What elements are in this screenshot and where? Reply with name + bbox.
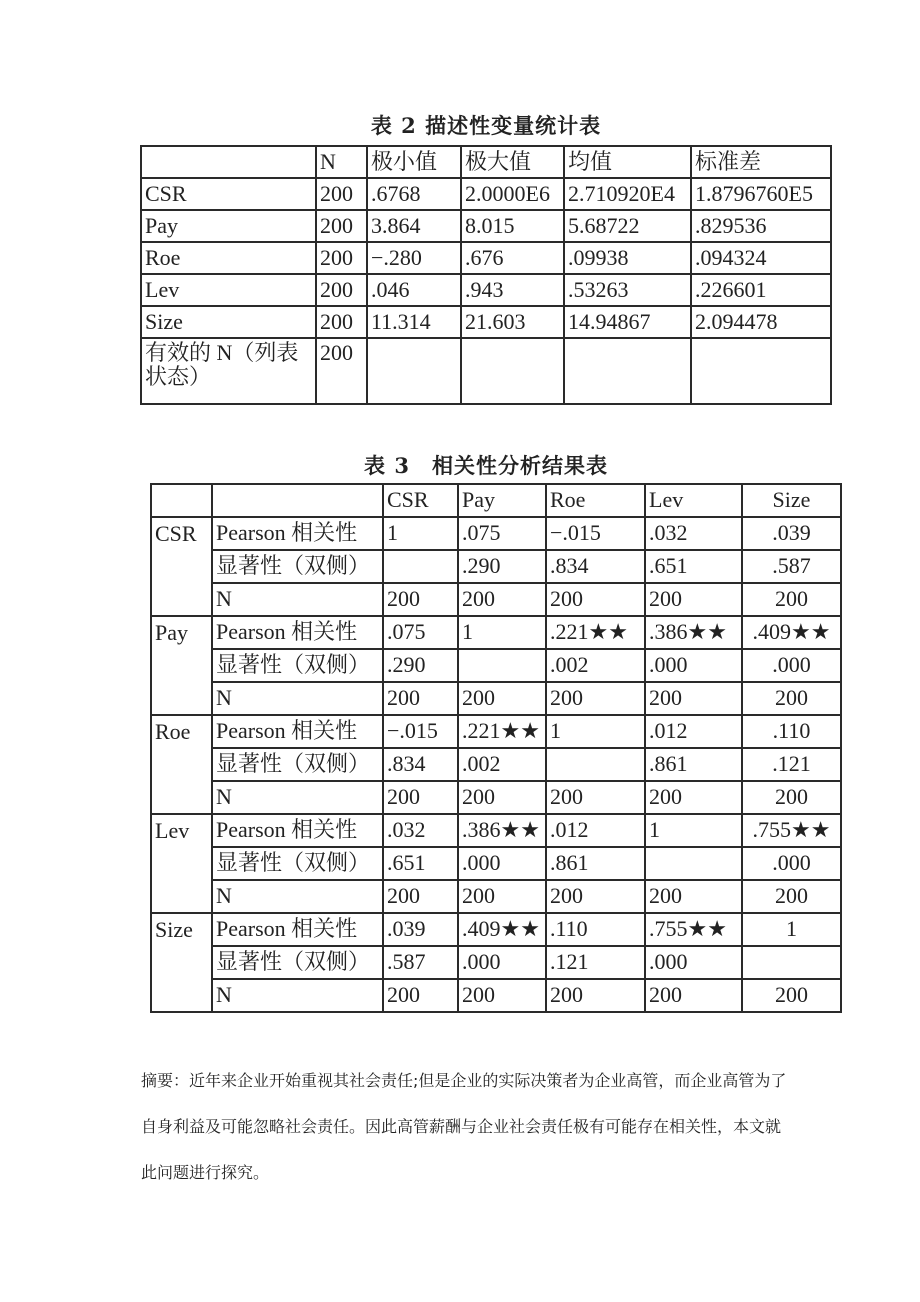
table2-cell: 11.314 xyxy=(367,306,461,338)
table3-cell: 200 xyxy=(458,583,546,616)
table2-cell: 21.603 xyxy=(461,306,564,338)
table2-cell: −.280 xyxy=(367,242,461,274)
table3-header-row xyxy=(151,484,841,517)
table2-cell: .943 xyxy=(461,274,564,306)
table3-cell xyxy=(458,649,546,682)
table3-cell: 200 xyxy=(546,583,645,616)
table3-row xyxy=(151,913,841,946)
table3-row xyxy=(151,517,841,550)
table3-cell xyxy=(742,946,841,979)
table3-cell: 200 xyxy=(383,781,458,814)
table3-cell: 1 xyxy=(383,517,458,550)
table3-cell: .587 xyxy=(742,550,841,583)
table2-cell xyxy=(564,338,691,404)
table3-cell: 200 xyxy=(458,781,546,814)
table3-row xyxy=(151,847,841,880)
correlation-table xyxy=(150,483,842,1013)
table3-stat-label: Pearson 相关性 xyxy=(212,517,383,550)
table3-stat-label: 显著性（双侧） xyxy=(212,946,383,979)
table3-stat-label: 显著性（双侧） xyxy=(212,748,383,781)
table3-cell: .121 xyxy=(742,748,841,781)
table2-title: 表 2 描述性变量统计表 xyxy=(370,113,602,138)
table2-row-label: CSR xyxy=(141,178,316,210)
table2-cell: .094324 xyxy=(691,242,831,274)
table3-cell: .032 xyxy=(645,517,742,550)
table2-cell xyxy=(461,338,564,404)
table3-cell: 200 xyxy=(546,781,645,814)
table3-cell: 200 xyxy=(645,880,742,913)
table2-header-cell xyxy=(141,146,316,178)
table2-row-label: Lev xyxy=(141,274,316,306)
table3-cell: .290 xyxy=(458,550,546,583)
table2-cell: 2.710920E4 xyxy=(564,178,691,210)
table3-stat-label: Pearson 相关性 xyxy=(212,913,383,946)
table3-cell: 200 xyxy=(645,583,742,616)
table3-cell: .386★★ xyxy=(645,616,742,649)
table3-cell: .075 xyxy=(383,616,458,649)
table3-header-cell: Lev xyxy=(645,484,742,517)
table2-row-label: 有效的 N（列表状态） xyxy=(141,338,316,404)
table2-row-label: Roe xyxy=(141,242,316,274)
table3-row xyxy=(151,781,841,814)
table2-header-cell: 标准差 xyxy=(691,146,831,178)
table3-row xyxy=(151,814,841,847)
table2-cell: 2.094478 xyxy=(691,306,831,338)
table2-cell: 2.0000E6 xyxy=(461,178,564,210)
table3-stat-label: N xyxy=(212,682,383,715)
table3-cell: .290 xyxy=(383,649,458,682)
table3-header-cell xyxy=(212,484,383,517)
table3-cell: .012 xyxy=(546,814,645,847)
table3-cell: 200 xyxy=(383,682,458,715)
table3-cell: 1 xyxy=(546,715,645,748)
table2-cell: 5.68722 xyxy=(564,210,691,242)
table2-row xyxy=(141,338,831,404)
table3-row xyxy=(151,682,841,715)
table2-header-cell: 极大值 xyxy=(461,146,564,178)
table2-row xyxy=(141,306,831,338)
table3-stat-label: 显著性（双侧） xyxy=(212,847,383,880)
table2-header-cell: 极小值 xyxy=(367,146,461,178)
table2-row-label: Size xyxy=(141,306,316,338)
table3-cell: .834 xyxy=(383,748,458,781)
table2-cell: 200 xyxy=(316,210,367,242)
table3-cell: 200 xyxy=(546,880,645,913)
table3-cell: .000 xyxy=(742,847,841,880)
table2-row xyxy=(141,178,831,210)
table2-cell: .53263 xyxy=(564,274,691,306)
table3-cell xyxy=(546,748,645,781)
table3-cell: .651 xyxy=(645,550,742,583)
table2-cell: .046 xyxy=(367,274,461,306)
table3-cell: .000 xyxy=(458,847,546,880)
table3-header-cell xyxy=(151,484,212,517)
table3-cell: 200 xyxy=(645,682,742,715)
table3-cell: 200 xyxy=(742,583,841,616)
table3-cell: 200 xyxy=(458,880,546,913)
table3-cell: .110 xyxy=(742,715,841,748)
table3-cell: .861 xyxy=(546,847,645,880)
table3-cell: .121 xyxy=(546,946,645,979)
table3-cell: 200 xyxy=(742,880,841,913)
table2-cell: 8.015 xyxy=(461,210,564,242)
table3-cell xyxy=(383,550,458,583)
table3-cell: 200 xyxy=(458,979,546,1012)
table3-cell: .651 xyxy=(383,847,458,880)
table3-cell: −.015 xyxy=(546,517,645,550)
table3-header-cell: CSR xyxy=(383,484,458,517)
table3-cell: .000 xyxy=(458,946,546,979)
table2-header-cell: N xyxy=(316,146,367,178)
table3-cell: .032 xyxy=(383,814,458,847)
table3-cell: 1 xyxy=(645,814,742,847)
table3-cell: 200 xyxy=(742,979,841,1012)
table2-row xyxy=(141,274,831,306)
table3-cell: 200 xyxy=(458,682,546,715)
table3-cell: .221★★ xyxy=(458,715,546,748)
table2-cell xyxy=(691,338,831,404)
table3-row xyxy=(151,550,841,583)
table3-stat-label: N xyxy=(212,979,383,1012)
table3-row xyxy=(151,979,841,1012)
table3-row xyxy=(151,748,841,781)
table2-cell: .6768 xyxy=(367,178,461,210)
table3-variable-label: Size xyxy=(151,913,212,1012)
table3-cell: .834 xyxy=(546,550,645,583)
table3-cell: 200 xyxy=(383,979,458,1012)
table3-row xyxy=(151,583,841,616)
table2-header-cell: 均值 xyxy=(564,146,691,178)
table3-row xyxy=(151,616,841,649)
table3-cell: .755★★ xyxy=(645,913,742,946)
table3-cell: .002 xyxy=(458,748,546,781)
table3-header-cell: Pay xyxy=(458,484,546,517)
table3-stat-label: Pearson 相关性 xyxy=(212,715,383,748)
table3-stat-label: Pearson 相关性 xyxy=(212,616,383,649)
table3-cell: 200 xyxy=(383,880,458,913)
table3-cell: .110 xyxy=(546,913,645,946)
table3-cell: .000 xyxy=(645,946,742,979)
table3-title: 表 3 相关性分析结果表 xyxy=(364,453,608,478)
table3-stat-label: N xyxy=(212,880,383,913)
table2-cell: 200 xyxy=(316,242,367,274)
table3-cell: .075 xyxy=(458,517,546,550)
table3-cell: .409★★ xyxy=(742,616,841,649)
table2-cell: 200 xyxy=(316,306,367,338)
descriptive-stats-table xyxy=(140,145,832,405)
table2-cell: .676 xyxy=(461,242,564,274)
table3-cell: 200 xyxy=(546,979,645,1012)
table3-cell: .000 xyxy=(742,649,841,682)
table3-cell: 200 xyxy=(742,682,841,715)
table3-row xyxy=(151,880,841,913)
table3-header-cell: Size xyxy=(742,484,841,517)
table2-cell: 1.8796760E5 xyxy=(691,178,831,210)
table3-header-cell: Roe xyxy=(546,484,645,517)
table2-row-label: Pay xyxy=(141,210,316,242)
table3-cell: .039 xyxy=(383,913,458,946)
table3-cell: .861 xyxy=(645,748,742,781)
table3-row xyxy=(151,715,841,748)
table3-cell: .409★★ xyxy=(458,913,546,946)
table3-stat-label: 显著性（双侧） xyxy=(212,649,383,682)
table2-row xyxy=(141,210,831,242)
table2-cell: 14.94867 xyxy=(564,306,691,338)
table2-cell: .226601 xyxy=(691,274,831,306)
table3-cell: 200 xyxy=(645,979,742,1012)
table2-header-row xyxy=(141,146,831,178)
table3-cell: .000 xyxy=(645,649,742,682)
table3-variable-label: Pay xyxy=(151,616,212,715)
table3-variable-label: CSR xyxy=(151,517,212,616)
table3-variable-label: Roe xyxy=(151,715,212,814)
table3-cell: −.015 xyxy=(383,715,458,748)
table3-cell: .386★★ xyxy=(458,814,546,847)
table3-stat-label: N xyxy=(212,781,383,814)
table3-cell: 1 xyxy=(742,913,841,946)
table3-cell: .221★★ xyxy=(546,616,645,649)
table2-cell: .829536 xyxy=(691,210,831,242)
table3-cell: .755★★ xyxy=(742,814,841,847)
table3-cell xyxy=(645,847,742,880)
table3-cell: .587 xyxy=(383,946,458,979)
table2-cell: .09938 xyxy=(564,242,691,274)
table3-variable-label: Lev xyxy=(151,814,212,913)
table3-cell: 1 xyxy=(458,616,546,649)
table2-row xyxy=(141,242,831,274)
table3-cell: .012 xyxy=(645,715,742,748)
table3-cell: 200 xyxy=(383,583,458,616)
table3-cell: 200 xyxy=(742,781,841,814)
table3-cell: 200 xyxy=(546,682,645,715)
table3-cell: .002 xyxy=(546,649,645,682)
table3-row xyxy=(151,649,841,682)
table2-cell: 200 xyxy=(316,274,367,306)
table3-stat-label: 显著性（双侧） xyxy=(212,550,383,583)
table3-cell: 200 xyxy=(645,781,742,814)
table2-cell: 200 xyxy=(316,178,367,210)
table2-cell: 3.864 xyxy=(367,210,461,242)
abstract-paragraph: 摘要：近年来企业开始重视其社会责任;但是企业的实际决策者为企业高管，而企业高管为了自身利益及可能忽略社会责任。因此高管薪酬与企业社会责任极有可能存在相关性，本文就此问题进行探究。 xyxy=(141,1071,787,1182)
table3-stat-label: Pearson 相关性 xyxy=(212,814,383,847)
table3-row xyxy=(151,946,841,979)
table3-stat-label: N xyxy=(212,583,383,616)
table3-cell: .039 xyxy=(742,517,841,550)
table2-cell: 200 xyxy=(316,338,367,404)
table2-cell xyxy=(367,338,461,404)
